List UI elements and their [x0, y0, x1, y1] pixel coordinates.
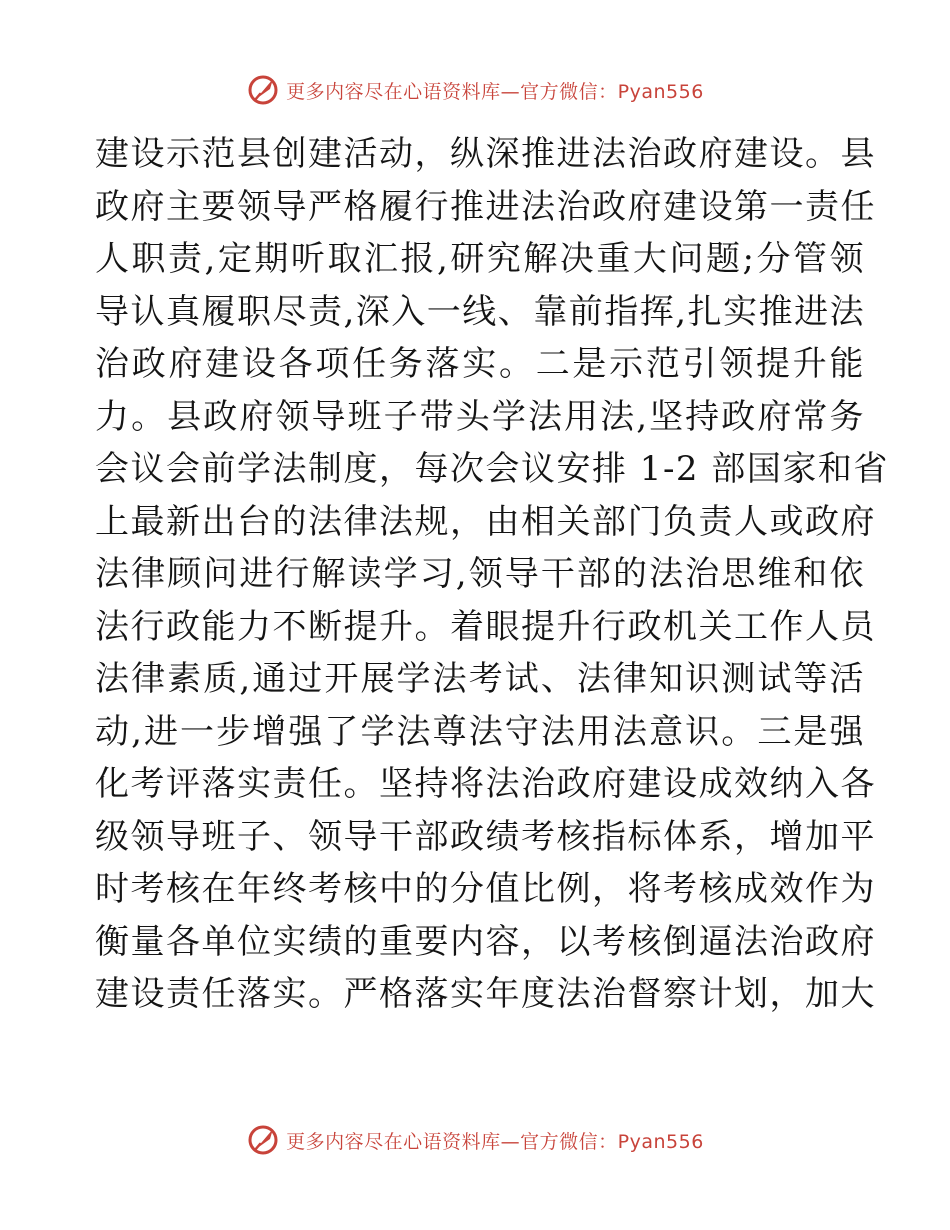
text-line: 法行政能力不断提升。着眼提升行政机关工作人员 [95, 606, 876, 647]
text-line: 级领导班子、领导干部政绩考核指标体系，增加平 [95, 816, 876, 857]
text-line: 会议会前学法制度，每次会议安排 1-2 部国家和省 [95, 449, 889, 489]
text-line: 导认真履职尽责,深入一线、靠前指挥,扎实推进法 [95, 291, 866, 332]
text-line: 时考核在年终考核中的分值比例，将考核成效作为 [95, 869, 876, 909]
text-line: 化考评落实责任。坚持将法治政府建设成效纳入各 [95, 764, 876, 804]
footer-watermark [0, 1120, 950, 1160]
text-line: 上最新出台的法律法规，由相关部门负责人或政府 [95, 501, 876, 542]
document-body [95, 128, 889, 1021]
text-line: 治政府建设各项任务落实。二是示范引领提升能 [95, 344, 865, 384]
text-line: 动,进一步增强了学法尊法守法用法意识。三是强 [95, 711, 865, 752]
text-line: 衡量各单位实绩的重要内容，以考核倒逼法治政府 [95, 921, 876, 962]
quill-logo-icon [246, 1123, 280, 1157]
text-line: 人职责,定期听取汇报,研究解决重大问题;分管领 [95, 239, 865, 279]
text-line: 建设示范县创建活动，纵深推进法治政府建设。县 [95, 134, 876, 174]
text-line: 政府主要领导严格履行推进法治政府建设第一责任 [95, 186, 876, 227]
watermark-text: 更多内容尽在心语资料库—官方微信：Pyan556 [286, 80, 704, 103]
text-line: 建设责任落实。严格落实年度法治督察计划，加大 [95, 974, 876, 1014]
watermark-text: 更多内容尽在心语资料库—官方微信：Pyan556 [286, 1130, 704, 1153]
text-line: 法律顾问进行解读学习,领导干部的法治思维和依 [95, 554, 865, 594]
text-line: 力。县政府领导班子带头学法用法,坚持政府常务 [95, 396, 865, 437]
text-line: 法律素质,通过开展学法考试、法律知识测试等活 [95, 659, 865, 699]
header-watermark [0, 70, 950, 110]
quill-logo-icon [246, 73, 280, 107]
